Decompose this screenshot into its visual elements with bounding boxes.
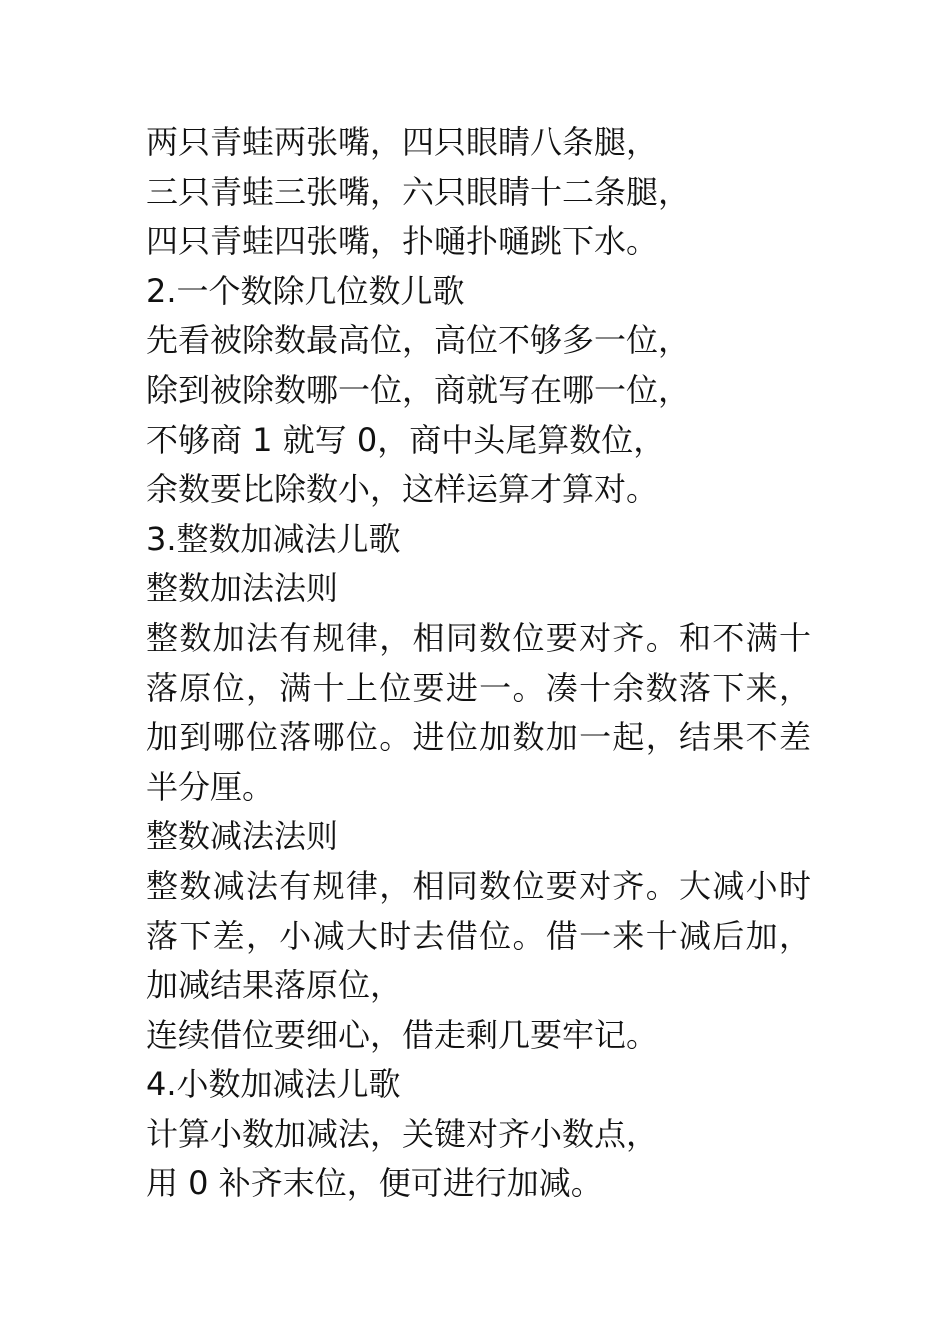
rhyme-line: 计算小数加减法，关键对齐小数点， — [146, 1114, 659, 1153]
poem-line: 四只青蛙四张嘴，扑嗵扑嗵跳下水。 — [146, 222, 659, 261]
section-heading: 3.整数加减法儿歌 — [146, 519, 401, 558]
rhyme-line: 连续借位要细心，借走剩几要牢记。 — [146, 1015, 659, 1054]
rhyme-line: 先看被除数最高位，高位不够多一位， — [146, 321, 691, 360]
rhyme-line: 除到被除数哪一位，商就写在哪一位， — [146, 370, 691, 409]
subsection-title: 整数加法法则 — [146, 569, 339, 608]
poem-line: 三只青蛙三张嘴，六只眼睛十二条腿， — [146, 172, 691, 211]
subsection-title: 整数减法法则 — [146, 817, 339, 856]
subtraction-rule-paragraph: 整数减法有规律，相同数位要对齐。大减小时落下差，小减大时去借位。借一来十减后加，加减结果落原位， — [146, 866, 811, 1005]
addition-rule-paragraph: 整数加法有规律，相同数位要对齐。和不满十落原位，满十上位要进一。凑十余数落下来，加到哪位落哪位。进位加数加一起，结果不差半分厘。 — [146, 618, 811, 806]
rhyme-line: 用 0 补齐末位，便可进行加减。 — [146, 1164, 603, 1203]
document-page — [146, 118, 811, 1209]
rhyme-line: 不够商 1 就写 0，商中头尾算数位， — [146, 420, 666, 459]
section-heading: 2.一个数除几位数儿歌 — [146, 271, 465, 310]
section-heading: 4.小数加减法儿歌 — [146, 1065, 401, 1104]
poem-line: 两只青蛙两张嘴，四只眼睛八条腿， — [146, 123, 659, 161]
rhyme-line: 余数要比除数小，这样运算才算对。 — [146, 470, 659, 509]
